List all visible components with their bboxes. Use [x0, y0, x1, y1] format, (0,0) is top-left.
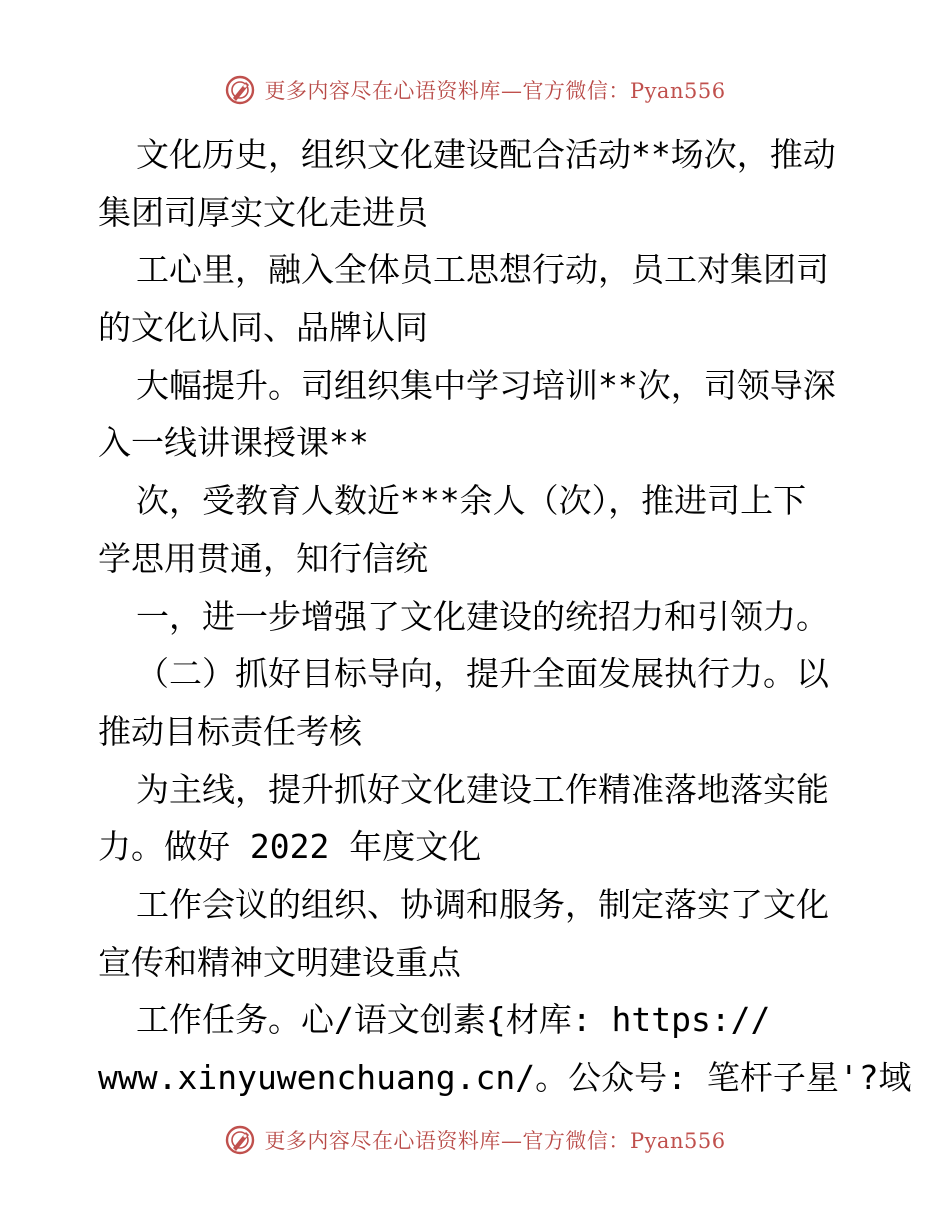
banner-wechat-label: 官方微信： — [522, 79, 630, 103]
paragraph-line: 工作会议的组织、协调和服务，制定落实了文化 — [136, 884, 829, 924]
paragraph-line: 集团司厚实文化走进员 — [98, 192, 428, 232]
document-body — [98, 126, 912, 1107]
paragraph-line: 入一线讲课授课** — [98, 423, 369, 463]
paragraph-line: 大幅提升。司组织集中学习培训**次，司领导深 — [136, 365, 836, 405]
paragraph-line: 为主线，提升抓好文化建设工作精准落地落实能 — [136, 769, 829, 809]
pen-nib-logo-icon — [224, 74, 256, 106]
paragraph-line: 力。做好 2022 年度文化 — [98, 827, 482, 867]
paragraph-line: 文化历史，组织文化建设配合活动**场次，推动 — [136, 135, 836, 174]
banner-dash: — — [500, 79, 523, 103]
pen-nib-logo-icon — [224, 1124, 256, 1156]
paragraph-line: 工心里，融入全体员工思想行动，员工对集团司 — [136, 250, 829, 290]
paragraph-line: 学思用贯通，知行信统 — [98, 538, 428, 578]
paragraph-line: （二）抓好目标导向，提升全面发展执行力。以 — [136, 654, 829, 694]
banner-wechat-label: 官方微信： — [522, 1129, 630, 1153]
banner-wechat-id: Pyan556 — [629, 1129, 726, 1153]
paragraph-line: 次，受教育人数近***余人（次），推进司上下 — [136, 481, 807, 521]
banner-wechat-id: Pyan556 — [629, 79, 726, 103]
banner-dash: — — [500, 1129, 523, 1153]
paragraph-line: 的文化认同、品牌认同 — [98, 308, 428, 348]
paragraph-line: 推动目标责任考核 — [98, 711, 362, 751]
banner-text — [264, 1125, 725, 1155]
paragraph-line: 工作任务。心/语文创素{材库: https:// — [136, 1000, 771, 1040]
paragraph-line: 宣传和精神文明建设重点 — [98, 942, 461, 982]
banner-title: 更多内容尽在心语资料库 — [264, 79, 501, 103]
paragraph-line: 一，进一步增强了文化建设的统招力和引领力。 — [136, 596, 829, 636]
header-banner — [0, 70, 950, 110]
paragraph-line: www.xinyuwenchuang.cn/。公众号: 笔杆子星'?域 — [98, 1058, 912, 1097]
footer-banner — [0, 1120, 950, 1160]
banner-text — [264, 75, 725, 105]
banner-title: 更多内容尽在心语资料库 — [264, 1129, 501, 1153]
